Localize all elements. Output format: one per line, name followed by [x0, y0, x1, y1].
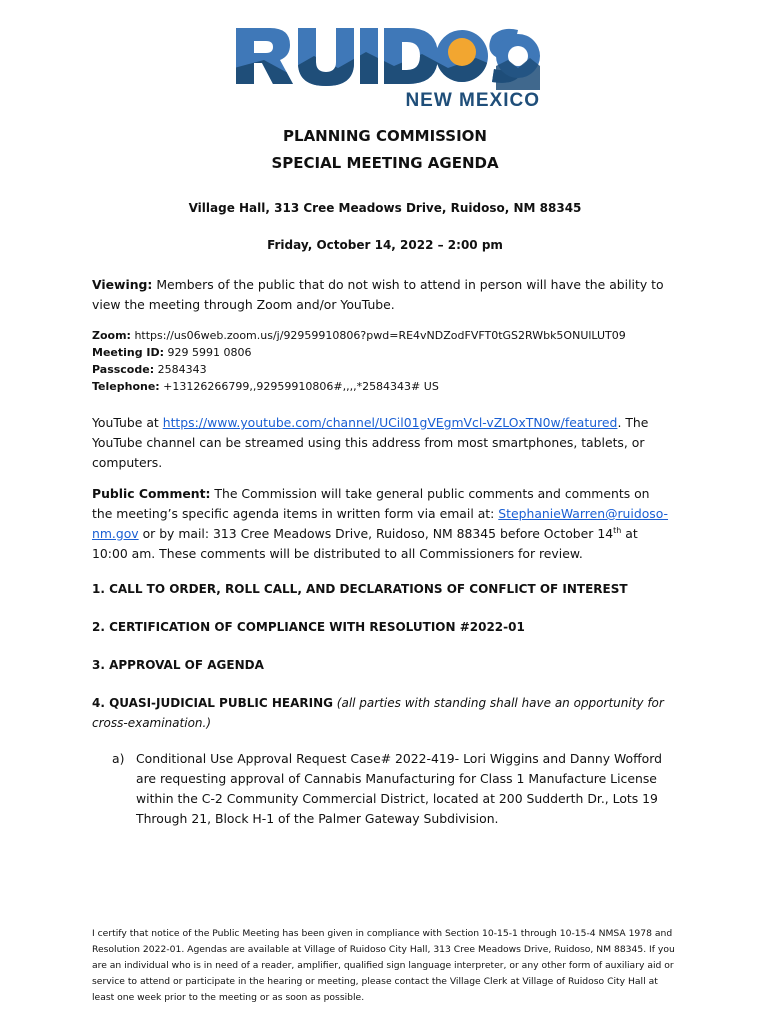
meeting-id-value: 929 5991 0806	[164, 346, 252, 359]
telephone-label: Telephone:	[92, 380, 160, 393]
public-comment-end: at 10:00 am. These comments will be distributed to all Commissioners for review.	[92, 526, 638, 561]
youtube-paragraph	[92, 413, 672, 473]
zoom-details	[92, 327, 692, 395]
agenda-item-4a-marker: a)	[112, 751, 125, 766]
ruidoso-logo	[234, 22, 540, 111]
agenda-item-1: 1. CALL TO ORDER, ROLL CALL, AND DECLARATIONS OF CONFLICT OF INTEREST	[92, 582, 628, 596]
zoom-label: Zoom:	[92, 329, 131, 342]
youtube-suffix: . The YouTube channel can be streamed using this address from most smartphones, tablets, or computers.	[92, 415, 649, 470]
agenda-item-4-note: (all parties with standing shall have an opportunity for cross-examination.)	[92, 696, 664, 730]
public-comment-text: The Commission will take general public comments and comments on the meeting’s specific agenda items in written form via email at:	[92, 486, 650, 521]
agenda-item-2: 2. CERTIFICATION OF COMPLIANCE WITH RESOLUTION #2022-01	[92, 620, 525, 634]
telephone-line	[92, 378, 692, 395]
logo-wordmark-graphic	[234, 22, 540, 90]
agenda-item-4	[92, 693, 672, 733]
public-comment-label: Public Comment:	[92, 486, 211, 501]
logo-subtitle: NEW MEXICO	[405, 90, 540, 111]
passcode-value: 2584343	[154, 363, 207, 376]
youtube-prefix: YouTube at	[92, 415, 163, 430]
page-title-line2: SPECIAL MEETING AGENDA	[271, 154, 499, 172]
date-superscript: th	[613, 525, 622, 535]
viewing-label: Viewing:	[92, 277, 153, 292]
meeting-datetime: Friday, October 14, 2022 – 2:00 pm	[267, 238, 503, 252]
youtube-link[interactable]: https://www.youtube.com/channel/UCil01gVEgmVcl-vZLOxTN0w/featured	[162, 415, 618, 430]
agenda-item-4-title: 4. QUASI-JUDICIAL PUBLIC HEARING	[92, 696, 333, 710]
footer-certification: I certify that notice of the Public Meeting has been given in compliance with Section 10-15-1 through 10-15-4 NMSA 1978 and Resolution 2022-01. Agendas are available at Village of Ruidoso City Hall, 313 Cree Meadows Drive, Ruidoso, NM 88345. If you are an individual who is in need of a reader, amplifier, qualified sign language interpreter, or any other form of auxiliary aid or service to attend or participate in the hearing or meeting, please contact the Village Clerk at Village of Ruidoso City Hall at least one week prior to the meeting or as soon as possible.	[92, 928, 675, 1003]
telephone-value: +13126266799,,92959910806#,,,,*2584343# US	[159, 380, 439, 393]
meeting-id-line	[92, 344, 692, 361]
public-comment-mail: or by mail: 313 Cree Meadows Drive, Ruidoso, NM 88345 before October 14	[138, 526, 614, 541]
meeting-id-label: Meeting ID:	[92, 346, 165, 359]
page-title-line1: PLANNING COMMISSION	[283, 127, 487, 145]
passcode-label: Passcode:	[92, 363, 155, 376]
viewing-paragraph	[92, 275, 672, 315]
zoom-line	[92, 327, 692, 344]
agenda-item-4a-text: Conditional Use Approval Request Case# 2022-419- Lori Wiggins and Danny Wofford are requesting approval of Cannabis Manufacturing for Class 1 Manufacture License within the C-2 Community Commercial District, located at 200 Sudderth Dr., Lots 19 Through 21, Block H-1 of the Palmer Gateway Subdivision.	[136, 751, 662, 826]
public-comment-paragraph	[92, 484, 672, 564]
comment-email-link[interactable]: StephanieWarren@ruidoso-nm.gov	[92, 506, 669, 541]
meeting-location: Village Hall, 313 Cree Meadows Drive, Ruidoso, NM 88345	[188, 201, 582, 215]
agenda-item-3: 3. APPROVAL OF AGENDA	[92, 658, 264, 672]
passcode-line	[92, 361, 692, 378]
zoom-url: https://us06web.zoom.us/j/92959910806?pwd=RE4vNDZodFVFT0tGS2RWbk5ONUlLUT09	[130, 329, 626, 342]
viewing-text: Members of the public that do not wish to attend in person will have the ability to view the meeting through Zoom and/or YouTube.	[92, 277, 664, 312]
